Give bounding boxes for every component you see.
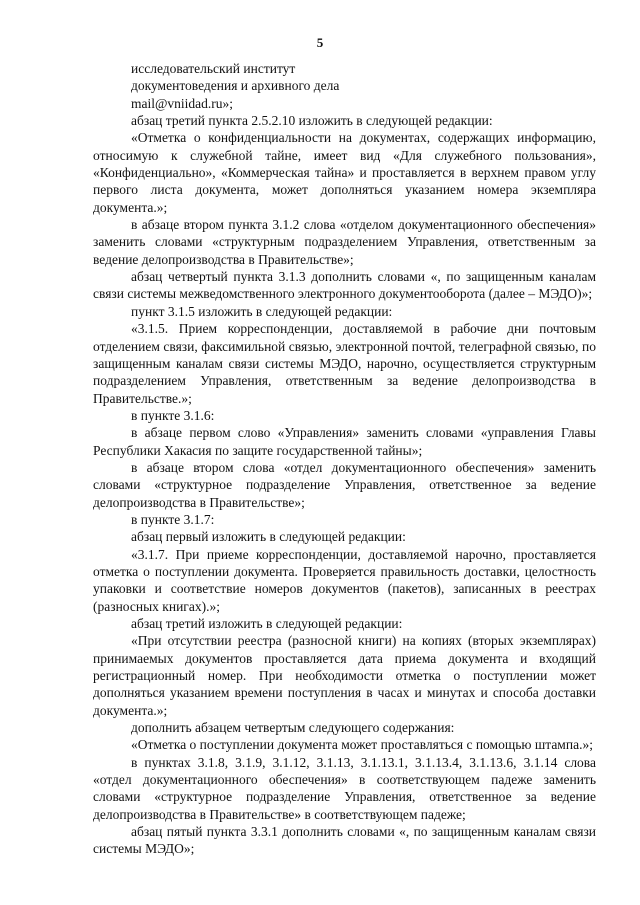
paragraph-amendment-3-1-2: в абзаце втором пункта 3.1.2 слова «отделом документационного обеспечения» заменить словами «структурным подразделением Управления, ответственным за ведение делопроизводства в Правительстве»; — [93, 217, 596, 267]
paragraph-3-1-7-fourth-text: «Отметка о поступлении документа может проставляться с помощью штампа.»; — [131, 737, 593, 753]
document-body — [93, 60, 596, 858]
paragraph-3-1-6-second: в абзаце втором слова «отдел документационного обеспечения» заменить словами «структурное подразделение Управления, ответственное за ведение делопроизводства в Правительстве»; — [93, 459, 596, 510]
address-line-email: mail@vniidad.ru»; — [131, 95, 234, 111]
paragraph-3-1-7-first-intro: абзац первый изложить в следующей редакции: — [131, 529, 406, 545]
paragraph-3-1-7-third-text: «При отсутствии реестра (разносной книги) на копиях (вторых экземплярах) принимаемых документов проставляется дата приема документа и входящий регистрационный номер. При необходимости отметка о поступлении может дополняться указанием времени поступления в часах и минутах и способа доставки документа.»; — [93, 633, 596, 718]
paragraph-3-1-7-third-intro: абзац третий изложить в следующей редакции: — [131, 616, 403, 631]
paragraph-amendment-3-1-6: в пункте 3.1.6: — [131, 407, 215, 423]
address-line-institute-name: документоведения и архивного дела — [131, 78, 340, 94]
paragraph-3-1-7-fourth-intro: дополнить абзацем четвертым следующего содержания: — [131, 720, 455, 736]
page-number: 5 — [316, 35, 324, 50]
paragraph-3-1-6-first: в абзаце первом слово «Управления» заменить словами «управления Главы Республики Хакасия по защите государственной тайны»; — [93, 425, 596, 458]
paragraph-confidentiality-mark: «Отметка о конфиденциальности на документах, содержащих информацию, относимую к служебной тайне, имеет вид «Для служебного пользования», «Конфиденциально», «Коммерческая тайна» и проставляется в верхнем правом углу первого листа документа, может дополняться указанием номера экземпляра документа.»; — [93, 130, 596, 215]
paragraph-text-3-1-5: «3.1.5. Прием корреспонденции, доставляемой в рабочие дни почтовым отделением связи, факсимильной связью, электронной почтой, телеграфной связью, по защищенным каналам связи системы МЭДО, нарочно, осуществляется структурным подразделением Управления, ответственным за ведение делопроизводства в Правительстве.»; — [93, 321, 596, 406]
paragraph-amendment-3-3-1: абзац пятый пункта 3.3.1 дополнить словами «, по защищенным каналам связи системы МЭДО»; — [93, 824, 596, 857]
paragraph-amendment-2-5-2-10: абзац третий пункта 2.5.2.10 изложить в следующей редакции: — [131, 113, 493, 129]
paragraph-amendment-3-1-5: пункт 3.1.5 изложить в следующей редакции: — [131, 303, 393, 319]
paragraph-text-3-1-7: «3.1.7. При приеме корреспонденции, доставляемой нарочно, проставляется отметка о поступлении документа. Проверяется правильность доставки, целостность упаковки и соответствие номеров документов (пакетов), записанных в реестрах (разносных книгах).»; — [93, 546, 596, 614]
paragraph-amendment-3-1-7: в пункте 3.1.7: — [131, 511, 215, 527]
address-line-institute: исследовательский институт — [131, 61, 296, 76]
paragraph-amendment-multiple-points: в пунктах 3.1.8, 3.1.9, 3.1.12, 3.1.13, 3.1.13.1, 3.1.13.4, 3.1.13.6, 3.1.14 слова «отдел документационного обеспечения» в соответствующем падеже заменить словами «структурное подразделение Управления, ответственное за ведение делопроизводства в Правительстве» в соответствующем падеже; — [93, 754, 596, 822]
paragraph-amendment-3-1-3: абзац четвертый пункта 3.1.3 дополнить словами «, по защищенным каналам связи системы межведомственного электронного документооборота (далее – МЭДО)»; — [93, 269, 596, 302]
